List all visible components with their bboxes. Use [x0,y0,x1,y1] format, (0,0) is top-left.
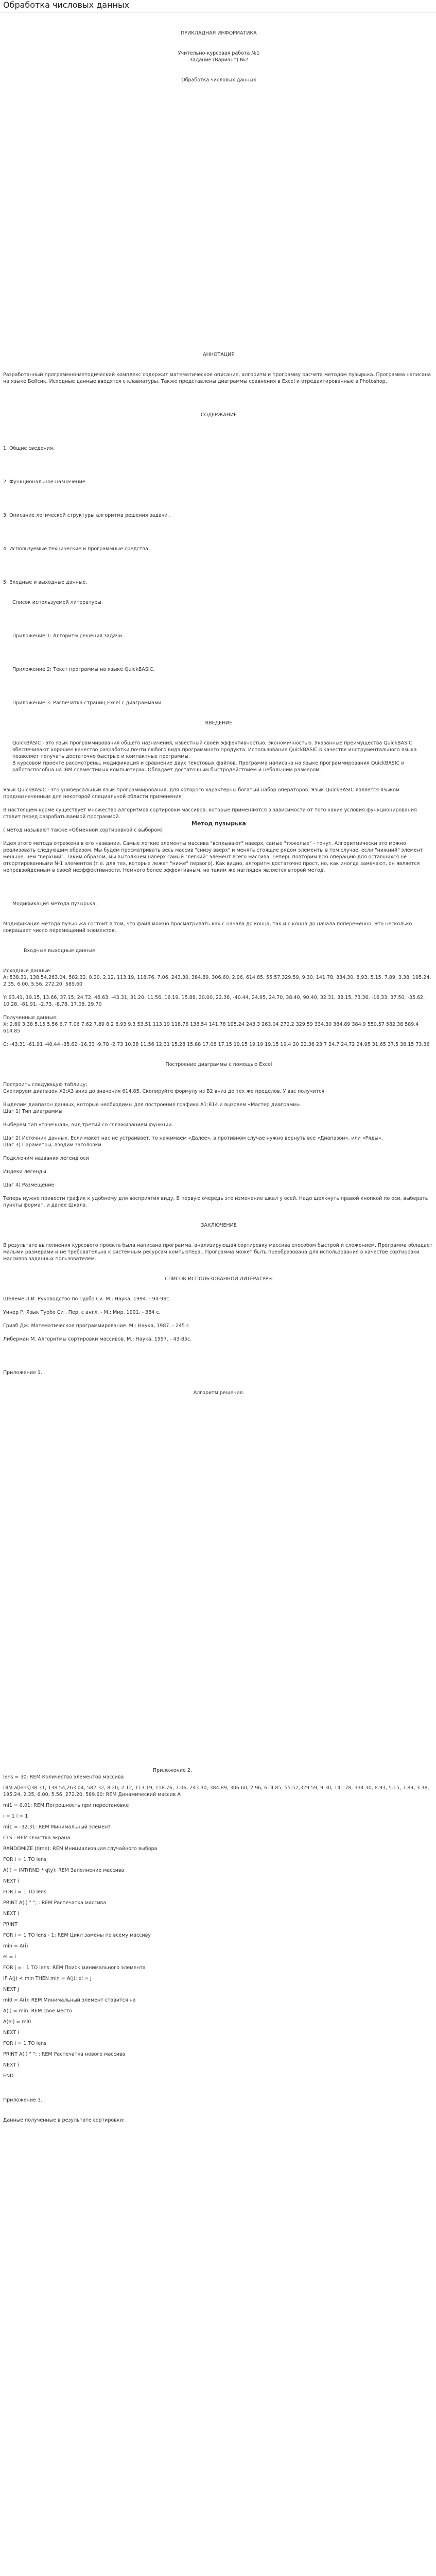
cover-dept: ПРИКЛАДНАЯ ИНФОРМАТИКА [181,30,257,36]
code-line: A(i) = INT(RND * qty): REM Заполнение массива [3,1868,125,1873]
appendix-3-text: Данные полученные в результате сортировки: [3,2117,125,2123]
io-source-label: Исходные данные: [3,968,52,974]
excel-paragraph-3: Выделим диапазон данных, которые необходимы для построения графика A1:B14 и вызовем «Мастер диаграмм». [3,1102,302,1108]
excel-step-3: Шаг 3) Параметры, вводим заголовки [3,1142,101,1148]
code-line: NEXT i [3,2030,19,2036]
code-line: FOR i = 1 TO lens - 1: REM Цикл замены по всему массиву [3,1933,151,1938]
cover-task: Задание (Вариант) №2 [189,57,249,63]
code-line: PRINT A(i) " "; : REM Распечатка нового массива [3,2052,126,2057]
contents-appendix-3: Приложение 3: Распечатка страниц Excel с диаграммами. [12,700,163,706]
excel-paragraph-6: Теперь нужно привести график к удобному для восприятия виду. В первую очередь это изменение шкал у осей. Надо щелкнуть правой кнопкой по оси, выберать пункты формат, и далее Шкала. [3,1196,428,1208]
literature-heading: СПИСОК ИСПОЛЬЗОВАННОЙ ЛИТЕРАТУРЫ [165,1276,273,1282]
code-line: mi1 = 0.01: REM Погрешность при перестановке [3,1803,129,1808]
io-result-label: Полученные данные: [3,1015,58,1021]
excel-heading: Построение диаграммы с помощью Excel [165,1062,272,1067]
contents-appendix-1: Приложение 1: Алгоритм решения задачи. [12,633,124,639]
literature-item-2: Уинер Р. Язык Турбо Си . Пер. с англ. - М.: Мир, 1991. - 384 с. [3,1310,161,1315]
io-array-c: C: -43.31 -61.91 -40.44 -35.62 -16.33 -9.78 -2.73 10.28 11.56 12.31 15.28 15.88 17.08 17.15 19.15 19.19 19.15 19.4 20 22.36 23.7 24.7 24.72 24.95 31.65 37.5 38.15 73.36 [3,1042,430,1047]
contents-item-1: 1. Общие сведения. [3,446,55,451]
code-line: NEXT j [3,1987,19,1992]
code-line: DIM a(lens)38.31, 138.54,263.04, 582.32, 8.20, 2.12, 113.19, 118.76, 7.06, 243.30, 384.89, 306.60, 2.96, 614.85, 55.57,329.59, 9.30, 141.78, 334.30, 8.93, 5.15, 7.89, 3.38, 195.24, 2.35, 6.00, 5.56, 272.20, 589.60: REM Динамический массив А [3,1785,429,1798]
intro-paragraph-4: В настоящем кроме существует множество алгоритмов сортировки массивов, которые применяются в зависимости от того какие условия функционирования ставит перед разрабатываемой программой. [3,807,417,820]
appendix-1-subtitle: Алгоритм решения. [193,1390,245,1396]
code-line: mi1 = -32,31: REM Минимальный элемент [3,1824,111,1830]
io-array-a: A: 538.31, 138.54,263.04, 582.32, 8.20, 2.12, 113.19, 118.76, 7.06, 243.30, 384.89, 306.60, 2.96, 614.85, 55.57,329.59, 9.30, 141.78, 334.30, 8.93, 5.15, 7.89, 3.38, 195.24, 2.35, 6.00, 5.56, 272.20, 589.60 [3,975,431,987]
conclusion-paragraph: В результате выполнения курсового проекта была написана программа, анализирующая сортировку массива способом быстрой и сложением. Программа обладает малыми размерами и не требовательна к системным ресурсам компьютера.. Программа может быть преобразована для использования в качестве сортировки массивов заданных пользователем. [3,1243,433,1262]
appendix-3-heading: Приложение 3. [3,2097,42,2103]
annotation-text: Разработанный программно-методический комплекс содержит математическое описание, алгоритм и программу расчета методом пузырька. Программа написана на языке Бейсик. Исходные данные вводятся с клавиатуры. Также представлены диаграммы сравнения в Excel и отредактированные в Photoshop. [3,372,431,384]
contents-heading: СОДЕРЖАНИЕ [200,412,237,418]
appendix-2-heading: Приложение 2. [153,1768,192,1773]
excel-paragraph-2: Скопируем диапазон X2:A3 вниз до значения 614,85. Скопируйте формулу из B2 вниз до тех же пределов. У вас получится [3,1089,325,1094]
conclusion-heading: ЗАКЛЮЧЕНИЕ [201,1223,237,1228]
code-line: FOR j = i 1 TO lens: REM Поиск минимального элемента [3,1965,146,1971]
code-line: RANDOMIZE (time): REM Инициализация случайного выбора [3,1846,158,1852]
code-line: CLS : REM Очистка экрана [3,1835,71,1841]
excel-paragraph-4: Выберем тип «точечная», вид третий со сглаживанием функции. [3,1122,173,1128]
appendix-1-heading: Приложение 1. [3,1370,42,1376]
excel-step-1: Шаг 1) Тип диаграммы [3,1109,63,1114]
io-array-y: Y: 93.41, 19.15, 13.66, 37.15, 24.72, 46.63, -43.31, 31.20, 11.56, 16.19, 15.88, 20.00, 22.36, -40.44, 24.95, 24.70, 38.40, 90.40, 32.31, 38.15, 73.36, -16.33, 37.50, -35.62, 10.28, -81.91, -2.73, -8.78, 17.08, 29.70 [3,995,425,1007]
code-line: END [3,2073,14,2079]
code-line: i = 1 l = 1 [3,1814,28,1819]
contents-item-3: 3. Описание логической структуры алгоритма решения задачи . [3,513,171,518]
annotation-heading: АННОТАЦИЯ [203,352,235,358]
mod-paragraph: Модификация метода пузырька состоит в том, что файл можно просматривать как с начала до конца, так и с конца до начала попеременно. Это несколько сокращает число перемещений элементов. [3,921,412,934]
intro-paragraph-1: QuickBASIC - это язык программирования общего назначения, известный своей эффективностью, экономичностью. Указанные преимущества QuickBASIC обеспечивают хорошее качество разработки почти любого вида программного продукта. Использование QuickBASIC в качестве инструментального языка позволяет получать достаточно быстрые и компактные программы. [12,740,417,759]
code-line: A(i) = min: REM свое место [3,2008,72,2014]
method-subtitle: ( метод называют также «Обменной сортировкой с выбором) . [3,827,166,833]
literature-item-1: Шелеме Л.И. Руководство по Турбо Си. М.: Наука, 1994. - 94-98с. [3,1296,171,1302]
excel-step-4: Шаг 4) Размещение [3,1182,55,1188]
method-paragraph: Идея этого метода отражена в его названии. Самые легкие элементы массива "всплывают" наверх, самые "тяжелые" - тонут. Алгоритмически это можно реализовать следующим образом. Мы будем просматривать весь массив "снизу вверх" и менять стоящие рядом элементы в том случае, если "нижний" элемент меньше, чем "верхний". Таким образом, мы вытолкнем наверх самый "легкий" элемент всего массива. Теперь повторим всю операцию для оставшихся не отсортированными N-1 элементов (т.е. для тех, которые лежат "ниже" первого). Как видно, алгоритм достаточно прост, но, как иногда замечают, он является непревзойденным в своей неэффективности. Немного более эффективным, но таким же нагляден является второй метод. [3,841,423,873]
code-listing [3,1774,434,2079]
literature-item-4: Либерман М. Алгоритмы сортировки массивов. М.: Наука, 1997. - 43-85с. [3,1336,192,1342]
contents-appendix-2: Приложение 2: Текст программы на языке QuickBASIC. [12,667,155,672]
code-line: lens = 30: REM Количество элементов массива [3,1774,124,1780]
excel-legend: Индеки легенды [3,1169,46,1175]
code-line: FOR i = 1 TO lens [3,1889,47,1895]
excel-paragraph-5: Подключим названия легенд оси [3,1156,89,1161]
intro-paragraph-2: В курсовом проекте рассмотрены, модификация и сравнение двух текстовых файлов. Программа написана на языке программирования QuickBASIC и работоспособна на IBM совместимых компьютерах. Обладает достаточным быстродействием и небольшим размером. [12,760,405,773]
code-line: PRINT [3,1922,18,1927]
excel-step-2: Шаг 2) Источник данных. Если макет нас не устраивает, то нажимаем «Далее», в противном случае нужно вернуть все «Диапазон», или «Ряды». [3,1136,383,1141]
document-body [3,16,434,2124]
contents-item-2: 2. Функциональное назначение. [3,479,87,485]
code-line: A(el) = mi0 [3,2019,31,2025]
method-heading: Метод пузырька [191,820,246,827]
code-line: NEXT i [3,1911,19,1917]
code-line: NEXT i [3,1878,19,1884]
literature-item-3: Гривб Дж. Математическое программирование. М.: Наука, 1987. - 245 с. [3,1323,191,1329]
code-line: el = i [3,1954,16,1960]
intro-heading: ВВЕДЕНИЕ [205,720,233,726]
code-line: min = A(i) [3,1943,28,1949]
code-line: FOR i = 1 TO lens [3,2041,47,2046]
contents-literature: Список используемой литературы. [12,600,103,605]
contents-item-5: 5. Входные и выходные данные. [3,580,88,585]
code-line: NEXT i [3,2062,19,2068]
io-array-x: X: 2.60 3.38 5.15 5.56 6.7 7.06 7.62 7.89 8.2 8.93 9.3 53.51 113.19 118.76 138.54 141.78 195.24 243.3 263.04 272.2 329.59 334.30 384.89 384.9 550.57 582.38 589.4 614.85 [3,1022,419,1034]
code-line: PRINT A(i) " "; : REM Распечатка массива [3,1900,107,1906]
cover-topic: Обработка числовых данных [181,77,256,83]
code-line: IF A(j) < min THEN min = A(j): el = j [3,1976,92,1981]
mod-heading: Модификация метода пузырька. [12,901,97,907]
io-heading: Входные выходные данные. [24,948,97,954]
code-line: mi0 = A(i): REM Минимальный элемент ставится на [3,1997,136,2003]
page-title: Обработка числовых данных [3,0,130,10]
cover-work: Учительно-курсовая работа №1 [178,50,260,56]
contents-item-4: 4. Используемые технические и программные средства. [3,546,150,552]
code-line: FOR i = 1 TO lens [3,1857,47,1862]
intro-paragraph-3: Язык QuickBASIC - это универсальный язык программирования, для которого характерны богатый набор операторов. Язык QuickBASIC является языком предназначенным для некоторой специальной области применения [3,787,400,800]
excel-paragraph-1: Построить следующую таблицу: [3,1082,88,1088]
